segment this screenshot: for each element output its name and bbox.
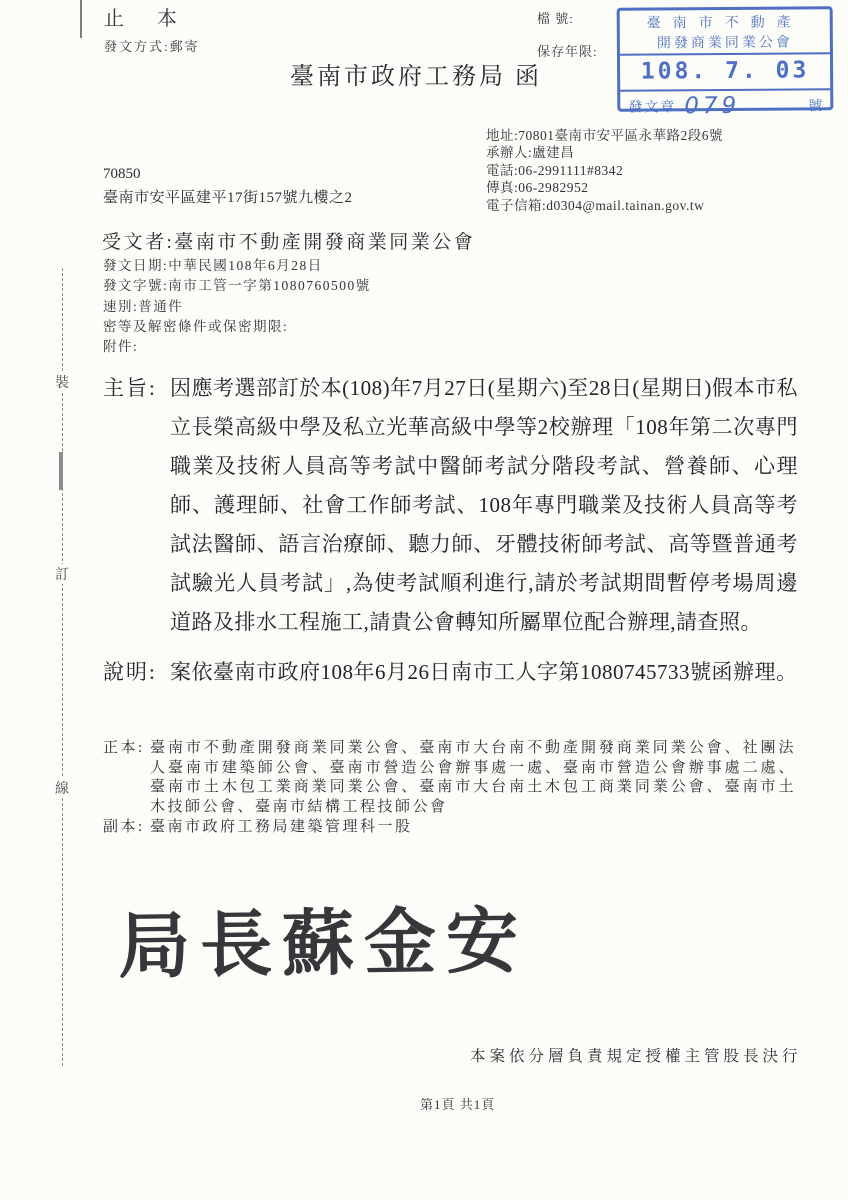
- scan-edge-artifact: [80, 0, 82, 38]
- cc-copies-label: 副本:: [103, 819, 145, 835]
- stamp-org-line2: 開發商業同業公會: [656, 35, 793, 52]
- subject-section: [103, 369, 803, 642]
- stamp-organization: [620, 9, 830, 55]
- recipient-line: 受文者:臺南市不動產開發商業同業公會: [102, 232, 476, 253]
- explanation-text: 案依臺南市政府108年6月26日南市工人字第1080745733號函辦理。: [170, 660, 798, 684]
- cc-copies-list: 臺南市政府工務局建築管理科一股: [150, 819, 413, 835]
- secrecy-line: 密等及解密條件或保密期限:: [103, 318, 289, 334]
- director-signature: 局長蘇金安: [117, 901, 529, 988]
- file-number-label: 檔 號:: [537, 11, 574, 26]
- stamp-date: 108. 7. 03: [620, 54, 830, 91]
- binding-char-ding: 訂: [49, 564, 75, 584]
- stamp-serial-number: 079: [684, 92, 741, 120]
- document-meta-block: [103, 256, 371, 357]
- issue-date-line: 發文日期:中華民國108年6月28日: [103, 258, 323, 273]
- delivery-method-label: 發文方式:郵寄: [104, 39, 200, 54]
- explanation-section: [103, 653, 803, 692]
- subject-label: 主旨:: [103, 376, 157, 400]
- copies-section: [103, 739, 803, 838]
- receipt-stamp: [617, 6, 834, 120]
- original-copies-label: 正本:: [103, 740, 145, 756]
- authorization-note: 本案依分層負責規定授權主管股長決行: [470, 1048, 802, 1065]
- recipient-street: 臺南市安平區建平17街157號九樓之2: [103, 190, 353, 206]
- agency-email: 電子信箱:d0304@mail.tainan.gov.tw: [486, 197, 705, 213]
- explanation-label: 說明:: [103, 660, 157, 684]
- copy-type-label: 止 本: [104, 8, 191, 30]
- cc-copies-row: [103, 818, 803, 838]
- binding-char-xian: 線: [49, 778, 75, 798]
- binding-char-zhuang: 裝: [49, 372, 75, 392]
- stamp-org-line1: 臺南市不動產: [646, 15, 803, 32]
- agency-fax: 傳真:06-2982952: [486, 180, 589, 196]
- subject-text: 因應考選部訂於本(108)年7月27日(星期六)至28日(星期日)假本市私立長榮高級中學及私立光華高級中學等2校辦理「108年第二次專門職業及技術人員高等考試中醫師考試分階段考試、營養師、心理師、護理師、社會工作師考試、108年專門職業及技術人員高等考試法醫師、語言治療師、聽力師、牙體技術師考試、高等暨普通考試驗光人員考試」,為使考試順利進行,請於考試期間暫停考場周邊道路及排水工程施工,請貴公會轉知所屬單位配合辦理,請查照。: [170, 376, 798, 634]
- agency-officer: 承辦人:盧建昌: [486, 145, 575, 161]
- retention-period-label: 保存年限:: [537, 44, 598, 59]
- page-number: 第1頁 共1頁: [420, 1097, 496, 1112]
- original-copies-list: 臺南市不動產開發商業同業公會、臺南市大台南不動產開發商業同業公會、社團法人臺南市建築師公會、臺南市營造公會辦事處一處、臺南市營造公會辦事處二處、臺南市土木包工業商業同業公會、臺南市大台南土木包工商業同業公會、臺南市土木技師公會、臺南市結構工程技師公會: [150, 740, 796, 815]
- doc-number-line: 發文字號:南市工管一字第1080760500號: [103, 278, 371, 294]
- agency-contact-block: [486, 127, 723, 214]
- speed-class-line: 速別:普通件: [103, 298, 184, 314]
- stamp-serial-suffix: 號: [808, 99, 823, 115]
- agency-address: 地址:70801臺南市安平區永華路2段6號: [486, 128, 724, 143]
- stamp-serial-row: [620, 90, 830, 120]
- binding-solid-mark: [59, 452, 63, 490]
- stamp-serial-prefix: 發文章: [628, 100, 677, 116]
- attachment-line: 附件:: [103, 339, 139, 355]
- original-copies-row: [103, 739, 803, 817]
- document-title: 臺南市政府工務局 函: [290, 64, 542, 90]
- recipient-zip: 70850: [103, 166, 141, 182]
- agency-phone: 電話:06-2991111#8342: [486, 162, 624, 178]
